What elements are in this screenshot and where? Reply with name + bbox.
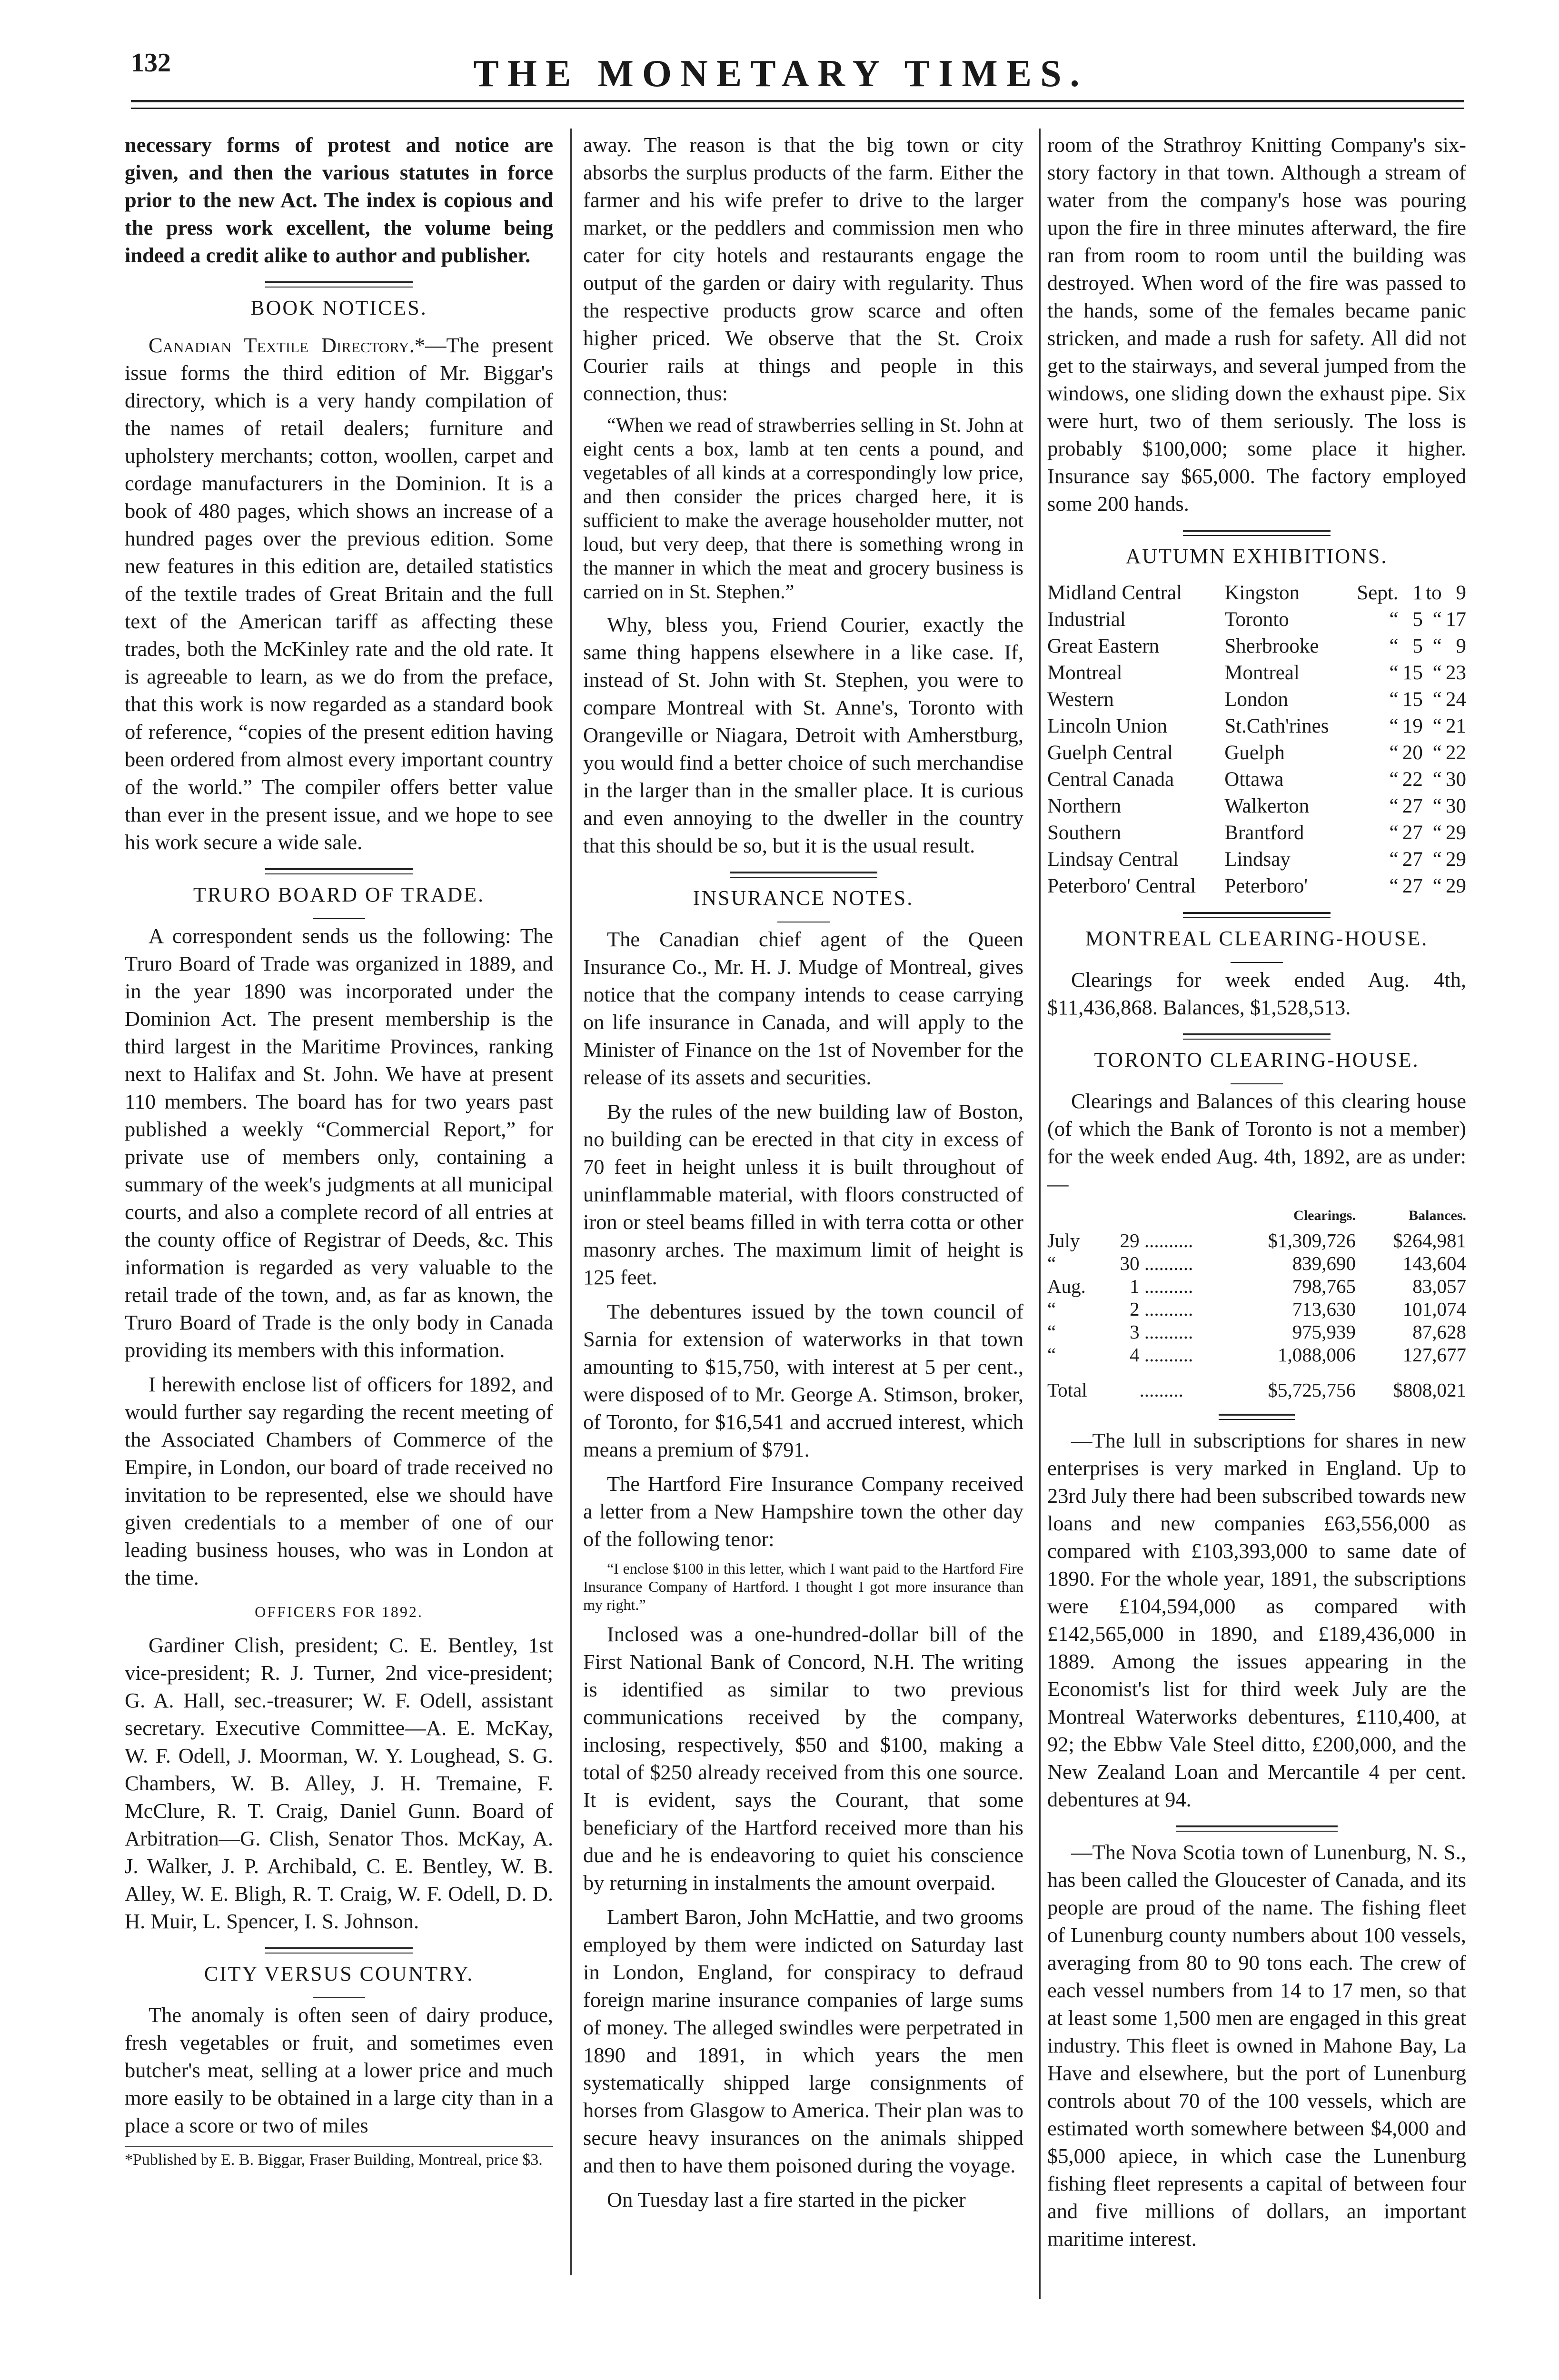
hartford-letter-quote: “I enclose $100 in this letter, which I want paid to the Hartford Fire Insurance Company of Hartford. I thought I got more insurance than my right.” bbox=[583, 1560, 1023, 1613]
exhibition-name: Montreal bbox=[1047, 662, 1122, 684]
exhibition-to-word: “ bbox=[1432, 635, 1442, 657]
exhibition-row bbox=[1047, 846, 1466, 873]
clearing-month: “ bbox=[1047, 1344, 1056, 1366]
exhibition-to-word: “ bbox=[1432, 795, 1442, 817]
short-rule bbox=[1231, 962, 1283, 963]
insurance-paragraph: Inclosed was a one-hundred-dollar bill of the First National Bank of Concord, N.H. The writing is identified as similar to two previous communications received by the company, inclosing, respectively, $50 and $100, making a total of $250 already received from this one source. It is evident, says the Courant, that some beneficiary of the Hartford received more than his due and he is endeavoring to quiet his conscience by returning in instalments the amount overpaid. bbox=[583, 1622, 1023, 1894]
balance-amount: 127,677 bbox=[1402, 1344, 1466, 1366]
clearing-amount: 839,690 bbox=[1292, 1252, 1356, 1274]
insurance-paragraph: By the rules of the new building law of Boston, no building can be erected in that city in excess of 70 feet in height unless it is built throughout of uninflammable material, with floors constructed of iron or steel beams filled in with terra cotta or other masonry arches. The maximum limit of height is 125 feet. bbox=[583, 1100, 1023, 1289]
clearing-day: 2 bbox=[1130, 1298, 1140, 1320]
total-label: Total bbox=[1047, 1379, 1087, 1401]
exhibition-to-day: 9 bbox=[1456, 635, 1466, 657]
exhibition-month: “ bbox=[1389, 742, 1399, 764]
balance-amount: 87,628 bbox=[1412, 1321, 1466, 1343]
exhibition-from-day: 15 bbox=[1402, 662, 1423, 684]
section-heading-montreal-clearing: MONTREAL CLEARING-HOUSE. bbox=[1085, 927, 1429, 950]
clearing-amount: 798,765 bbox=[1292, 1275, 1356, 1297]
column-3 bbox=[1047, 131, 1466, 2378]
exhibition-row bbox=[1047, 873, 1466, 900]
exhibition-month: “ bbox=[1389, 635, 1399, 657]
short-rule bbox=[1231, 1083, 1283, 1084]
exhibition-row bbox=[1047, 820, 1466, 846]
exhibition-month: “ bbox=[1389, 715, 1399, 737]
masthead-rule bbox=[131, 108, 1464, 109]
exhibition-from-day: 27 bbox=[1402, 822, 1423, 844]
exhibition-month: “ bbox=[1389, 795, 1399, 817]
exhibition-to-day: 9 bbox=[1456, 582, 1466, 604]
exhibition-row bbox=[1047, 766, 1466, 793]
insurance-paragraph: Lambert Baron, John McHattie, and two grooms employed by them were indicted on Saturday last in London, England, for conspiracy to defraud foreign marine insurance companies of large sums of money. The alleged swindles were perpetrated in 1890 and 1891, in which years the men systematically shipped large consignments of horses from Glasgow to America. Their plan was to secure heavy insurances on the animals shipped and then to have them poisoned during the voyage. bbox=[583, 1905, 1023, 2177]
leader-dots: ......... bbox=[1139, 1379, 1183, 1401]
exhibition-place: Toronto bbox=[1224, 608, 1289, 631]
exhibition-to-word: “ bbox=[1432, 715, 1442, 737]
page-number: 132 bbox=[131, 48, 171, 78]
exhibition-to-day: 21 bbox=[1446, 715, 1466, 737]
exhibitions-table bbox=[1047, 580, 1466, 900]
exhibition-place: Kingston bbox=[1224, 582, 1300, 604]
courier-quote: “When we read of strawberries selling in St. John at eight cents a box, lamb at ten cents a pound, and vegetables of all kinds at a correspondingly low price, and then consider the prices charged here, it is sufficient to make the average householder mutter, not loud, but very deep, that there is something wrong in the manner in which the meat and grocery business is carried on in St. Stephen.” bbox=[583, 415, 1023, 603]
truro-paragraph: I herewith enclose list of officers for 1892, and would further say regarding the recent meeting of the Associated Chambers of Commerce of the Empire, in London, our board of trade received no invitation to be represented, else we should have given credentials to a member of one of our leading business houses, who was in London at the time. bbox=[125, 1372, 553, 1589]
leader-dots: .......... bbox=[1139, 1252, 1193, 1274]
balance-amount: 101,074 bbox=[1402, 1298, 1466, 1320]
exhibition-place: Walkerton bbox=[1224, 795, 1310, 817]
insurance-paragraph: The Hartford Fire Insurance Company received a letter from a New Hampshire town the other day of the following tenor: bbox=[583, 1472, 1023, 1551]
exhibition-month: “ bbox=[1389, 875, 1399, 897]
leader-dots: .......... bbox=[1139, 1230, 1193, 1251]
exhibition-from-day: 27 bbox=[1402, 795, 1423, 817]
exhibition-month: “ bbox=[1389, 688, 1399, 711]
exhibition-place: Sherbrooke bbox=[1224, 635, 1319, 657]
section-separator bbox=[730, 872, 877, 878]
section-heading-city-country: CITY VERSUS COUNTRY. bbox=[204, 1962, 474, 1985]
exhibition-month: “ bbox=[1389, 822, 1399, 844]
exhibition-place: Ottawa bbox=[1224, 768, 1284, 791]
short-rule bbox=[313, 1997, 365, 1998]
section-heading-insurance: INSURANCE NOTES. bbox=[693, 886, 914, 910]
city-paragraph: The anomaly is often seen of dairy produce, fresh vegetables or fruit, and sometimes even butcher's meat, selling at a lower price and much more easily to be obtained in a large city than in a place a score or two of miles bbox=[125, 2003, 553, 2137]
insurance-paragraph: The debentures issued by the town council of Sarnia for extension of waterworks in that town amounting to $15,750, with interest at 5 per cent., were disposed of to Mr. George A. Stimson, broker, of Toronto, for $16,541 and accrued interest, which means a premium of $791. bbox=[583, 1299, 1023, 1461]
exhibition-row bbox=[1047, 793, 1466, 820]
exhibition-name: Southern bbox=[1047, 822, 1122, 844]
exhibition-row bbox=[1047, 606, 1466, 633]
leader-dots: .......... bbox=[1139, 1275, 1193, 1297]
officers-subheading: OFFICERS FOR 1892. bbox=[255, 1603, 423, 1620]
intro-paragraph: necessary forms of protest and notice are given, and then the various statutes in force prior to the new Act. The index is copious and the press work excellent, the volume being indeed a credit alike to author and publisher. bbox=[125, 133, 553, 267]
clearing-row bbox=[1047, 1298, 1466, 1320]
exhibition-to-word: “ bbox=[1432, 662, 1442, 684]
column-divider bbox=[1039, 129, 1041, 2299]
exhibition-from-day: 27 bbox=[1402, 848, 1423, 871]
exhibition-from-day: 1 bbox=[1412, 582, 1423, 604]
section-separator bbox=[1183, 1033, 1331, 1040]
exhibition-row bbox=[1047, 633, 1466, 660]
clearing-row bbox=[1047, 1320, 1466, 1343]
exhibition-to-day: 22 bbox=[1446, 742, 1466, 764]
leader-dots: .......... bbox=[1139, 1344, 1193, 1366]
truro-paragraph: A correspondent sends us the following: The Truro Board of Trade was organized in 1889, and in the year 1890 was incorporated under the Dominion Act. The present membership is the third largest in the Maritime Provinces, ranking next to Halifax and St. John. We have at present 110 members. The board has for two years past published a weekly “Commercial Report,” for private use of members only, containing a summary of the week's judgments at all municipal courts, and also a complete record of all entries at the county office of Registrar of Deeds, &c. This information is regarded as very valuable to the retail trade of the town, and, as far as known, the Truro Board of Trade is the only body in Canada providing its members with this information. bbox=[125, 924, 553, 1362]
exhibition-to-word: “ bbox=[1432, 822, 1442, 844]
exhibition-to-day: 23 bbox=[1446, 662, 1466, 684]
exhibition-to-word: “ bbox=[1432, 768, 1442, 791]
clearing-month: “ bbox=[1047, 1321, 1056, 1343]
clearing-row bbox=[1047, 1252, 1466, 1275]
total-clearings: $5,725,756 bbox=[1268, 1379, 1356, 1401]
clearing-day: 1 bbox=[1130, 1275, 1140, 1297]
exhibition-month: Sept. bbox=[1357, 582, 1399, 604]
exhibition-month: “ bbox=[1389, 662, 1399, 684]
city-paragraph-cont: away. The reason is that the big town or city absorbs the surplus products of the farm. Either the farmer and his wife prefer to drive to the larger market, or the peddlers and commission men who cater for city hotels and restaurants engage the output of the garden or dairy with regularity. Thus the respective products grow scarce and often higher priced. We observe that the St. Croix Courier rails at things and people in this connection, thus: bbox=[583, 133, 1023, 405]
exhibition-place: Guelph bbox=[1224, 742, 1285, 764]
clearing-amount: $1,309,726 bbox=[1268, 1230, 1356, 1251]
exhibition-place: Montreal bbox=[1224, 662, 1300, 684]
insurance-paragraph: On Tuesday last a fire started in the picker bbox=[607, 2188, 966, 2211]
toronto-clearing-paragraph: Clearings and Balances of this clearing house (of which the Bank of Toronto is not a member) for the week ended Aug. 4th, 1892, are as under:— bbox=[1047, 1089, 1466, 1196]
column-1 bbox=[125, 131, 553, 2368]
exhibition-name: Great Eastern bbox=[1047, 635, 1160, 657]
clearing-row bbox=[1047, 1229, 1466, 1252]
section-heading-toronto-clearing: TORONTO CLEARING-HOUSE. bbox=[1094, 1048, 1420, 1071]
officers-paragraph: Gardiner Clish, president; C. E. Bentley, 1st vice-president; R. J. Turner, 2nd vice-president; G. A. Hall, sec.-treasurer; W. F. Odell, assistant secretary. Executive Committee—A. E. McKay, W. F. Odell, J. Moorman, W. Y. Loughead, S. G. Chambers, W. B. Alley, J. H. Tremaine, F. McClure, R. T. Craig, Daniel Gunn. Board of Arbitration—G. Clish, Senator Thos. McKay, A. J. Walker, J. P. Archibald, C. E. Bentley, W. B. Alley, W. E. Bligh, R. T. Craig, W. F. Odell, D. D. H. Muir, L. Spencer, I. S. Johnson. bbox=[125, 1633, 553, 1933]
exhibition-to-day: 30 bbox=[1446, 795, 1466, 817]
book-notice-text: —The present issue forms the third edition of Mr. Biggar's directory, which is a very handy compilation of the names of retail dealers; furniture and upholstery merchants; cotton, woollen, carpet and cordage manufacturers in the Dominion. It is a book of 480 pages, which shows an increase of a hundred pages over the previous edition. Some new features in this edition are, detailed statistics of the textile trades of Great Britain and the full text of the American tariff as affecting these trades, both the McKinley rate and the old rate. It is agreeable to learn, as we do from the preface, that this work is now regarded as a standard book of reference, “copies of the present edition having been ordered from almost every important country of the world.” The compiler offers better value than ever in the present issue, and we hope to see his work secure a wide sale. bbox=[125, 333, 553, 854]
clearing-amount: 975,939 bbox=[1292, 1321, 1356, 1343]
exhibition-from-day: 15 bbox=[1402, 688, 1423, 711]
exhibition-name: Lindsay Central bbox=[1047, 848, 1179, 871]
section-heading-book-notices: BOOK NOTICES. bbox=[250, 296, 427, 319]
exhibition-to-day: 29 bbox=[1446, 875, 1466, 897]
short-rule bbox=[313, 918, 365, 919]
insurance-paragraph: The Canadian chief agent of the Queen Insurance Co., Mr. H. J. Mudge of Montreal, gives notice that the company intends to cease carrying on life insurance in Canada, and will apply to the Minister of Finance on the 1st of November for the release of its assets and securities. bbox=[583, 927, 1023, 1089]
clearing-day: 4 bbox=[1130, 1344, 1140, 1366]
exhibition-name: Midland Central bbox=[1047, 582, 1182, 604]
section-separator bbox=[1183, 912, 1331, 918]
exhibition-place: Peterboro' bbox=[1224, 875, 1308, 897]
section-separator bbox=[265, 868, 413, 874]
clearing-amount: 1,088,006 bbox=[1277, 1344, 1356, 1366]
balance-amount: 83,057 bbox=[1412, 1275, 1466, 1297]
subscriptions-paragraph: —The lull in subscriptions for shares in new enterprises is very marked in England. Up to 23rd July there had been subscribed towards new loans and new companies £63,556,000 as compared with £103,393,000 to same date of 1890. For the whole year, 1891, the subscriptions were £104,594,000 as compared with £142,565,000 in 1890, and £189,436,000 in 1889. Among the issues appearing in the Economist's list for third week July are the Montreal Waterworks debentures, £110,400, at 92; the Ebbw Vale Steel ditto, £200,000, and the New Zealand Loan and Mercantile 4 per cent. debentures at 94. bbox=[1047, 1428, 1466, 1811]
balance-amount: 143,604 bbox=[1402, 1252, 1466, 1274]
exhibition-name: Peterboro' Central bbox=[1047, 875, 1196, 897]
column-2 bbox=[583, 131, 1023, 2378]
exhibition-month: “ bbox=[1389, 768, 1399, 791]
exhibition-place: Brantford bbox=[1224, 822, 1304, 844]
exhibition-from-day: 5 bbox=[1412, 635, 1423, 657]
clearing-table bbox=[1047, 1204, 1466, 1401]
exhibition-to-day: 17 bbox=[1446, 608, 1466, 631]
leader-dots: .......... bbox=[1139, 1298, 1193, 1320]
exhibition-place: London bbox=[1224, 688, 1289, 711]
section-separator bbox=[265, 1947, 413, 1954]
exhibition-row bbox=[1047, 580, 1466, 606]
lunenburg-paragraph: —The Nova Scotia town of Lunenburg, N. S., has been called the Gloucester of Canada, and its people are proud of the name. The fishing fleet of Lunenburg county numbers about 100 vessels, averaging from 80 to 90 tons each. The crew of each vessel numbers from 14 to 17 men, so that at least some 1,500 men are engaged in this great industry. This fleet is owned in Mahone Bay, La Have and elsewhere, but the port of Lunenburg controls about 70 of the 100 vessels, which are estimated worth somewhere between $4,000 and $5,000 apiece, in which case the Lunenburg fishing fleet represents a capital of between four and five millions of dollars, an important maritime interest. bbox=[1047, 1840, 1466, 2251]
footnote: *Published by E. B. Biggar, Fraser Building, Montreal, price $3. bbox=[125, 2146, 553, 2170]
section-heading-autumn-exhibitions: AUTUMN EXHIBITIONS. bbox=[1125, 545, 1388, 568]
exhibition-row bbox=[1047, 686, 1466, 713]
exhibition-from-day: 5 bbox=[1412, 608, 1423, 631]
exhibition-row bbox=[1047, 713, 1466, 740]
section-separator bbox=[1219, 1414, 1295, 1420]
exhibition-month: “ bbox=[1389, 608, 1399, 631]
exhibition-name: Lincoln Union bbox=[1047, 715, 1167, 737]
clearing-day: 30 bbox=[1120, 1252, 1140, 1274]
exhibition-row bbox=[1047, 660, 1466, 686]
clearing-month: Aug. bbox=[1047, 1275, 1086, 1297]
exhibition-from-day: 22 bbox=[1402, 768, 1423, 791]
exhibition-place: St.Cath'rines bbox=[1224, 715, 1329, 737]
exhibition-month: “ bbox=[1389, 848, 1399, 871]
exhibition-name: Guelph Central bbox=[1047, 742, 1173, 764]
clearings-header: Clearings. bbox=[1293, 1208, 1356, 1223]
exhibition-to-word: “ bbox=[1432, 848, 1442, 871]
masthead-rule bbox=[131, 100, 1464, 102]
column-divider bbox=[570, 129, 572, 2275]
clearing-month: “ bbox=[1047, 1298, 1056, 1320]
exhibition-to-word: to bbox=[1426, 582, 1442, 604]
book-notice-paragraph bbox=[125, 331, 553, 856]
exhibition-to-word: “ bbox=[1432, 875, 1442, 897]
exhibition-to-word: “ bbox=[1432, 688, 1442, 711]
total-balances: $808,021 bbox=[1393, 1379, 1466, 1401]
exhibition-name: Western bbox=[1047, 688, 1114, 711]
clearing-row bbox=[1047, 1343, 1466, 1366]
exhibition-to-day: 30 bbox=[1446, 768, 1466, 791]
exhibition-from-day: 27 bbox=[1402, 875, 1423, 897]
leader-dots: .......... bbox=[1139, 1321, 1193, 1343]
balances-header: Balances. bbox=[1409, 1208, 1466, 1223]
clearing-amount: 713,630 bbox=[1292, 1298, 1356, 1320]
exhibition-to-day: 24 bbox=[1446, 688, 1466, 711]
exhibition-from-day: 20 bbox=[1402, 742, 1423, 764]
city-paragraph: Why, bless you, Friend Courier, exactly the same thing happens elsewhere in a like case. If, instead of St. John with St. Stephen, you were to compare Montreal with St. Anne's, Toronto with Orangeville or Niagara, Detroit with Amherstburg, you would find a better choice of such merchandise in the larger than in the smaller place. It is curious and even annoying to the dweller in the country that this should be so, but it is the usual result. bbox=[583, 613, 1023, 857]
section-separator bbox=[1183, 530, 1331, 536]
exhibition-to-day: 29 bbox=[1446, 822, 1466, 844]
exhibition-place: Lindsay bbox=[1224, 848, 1291, 871]
clearing-day: 3 bbox=[1130, 1321, 1140, 1343]
clearing-month: “ bbox=[1047, 1252, 1056, 1274]
exhibition-name: Industrial bbox=[1047, 608, 1126, 631]
exhibition-row bbox=[1047, 740, 1466, 766]
exhibition-name: Northern bbox=[1047, 795, 1122, 817]
exhibition-from-day: 19 bbox=[1402, 715, 1423, 737]
footnote-marker: * bbox=[414, 333, 426, 357]
exhibition-to-word: “ bbox=[1432, 742, 1442, 764]
section-heading-truro: TRURO BOARD OF TRADE. bbox=[193, 883, 485, 906]
exhibition-name: Central Canada bbox=[1047, 768, 1174, 791]
clearing-month: July bbox=[1047, 1230, 1080, 1251]
clearing-day: 29 bbox=[1120, 1230, 1140, 1251]
section-separator bbox=[1176, 1825, 1338, 1832]
exhibition-to-day: 29 bbox=[1446, 848, 1466, 871]
section-separator bbox=[265, 281, 413, 288]
montreal-clearing-paragraph: Clearings for week ended Aug. 4th, $11,436,868. Balances, $1,528,513. bbox=[1047, 968, 1466, 1019]
masthead-title: THE MONETARY TIMES. bbox=[473, 53, 1088, 95]
exhibition-to-word: “ bbox=[1432, 608, 1442, 631]
fire-paragraph-cont: room of the Strathroy Knitting Company's six-story factory in that town. Although a stream of water from the company's hose was pouring upon the fire in three minutes afterward, the fire ran from room to room until the building was destroyed. When word of the fire was passed to the hands, some of the females became panic stricken, and made a rush for safety. All did not get to the stairways, and several jumped from the windows, one sliding down the exhaust pipe. Six were hurt, two of them seriously. The loss is probably $100,000; some place it higher. Insurance say $65,000. The factory employed some 200 hands. bbox=[1047, 133, 1466, 516]
balance-amount: $264,981 bbox=[1393, 1230, 1466, 1251]
book-title: Canadian Textile Directory. bbox=[149, 333, 415, 357]
clearing-row bbox=[1047, 1275, 1466, 1298]
